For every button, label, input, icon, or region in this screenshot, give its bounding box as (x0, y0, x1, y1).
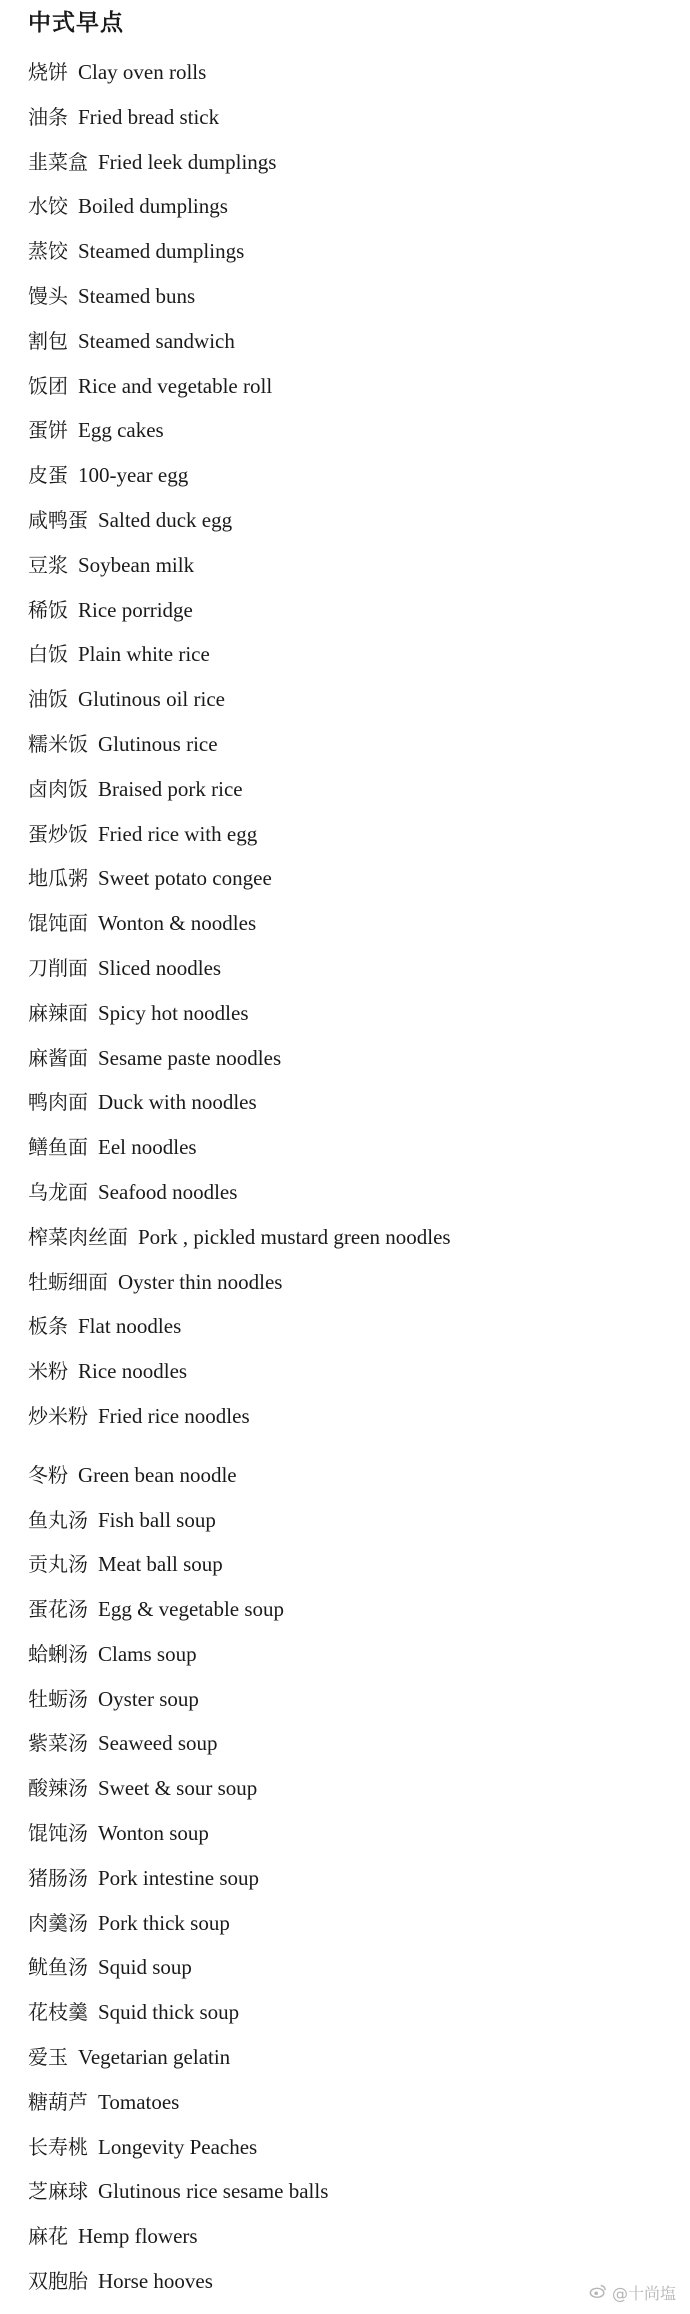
menu-item-chinese: 蛤蜊汤 (28, 1641, 88, 1666)
menu-item (28, 140, 451, 185)
menu-item (28, 1453, 451, 1498)
menu-item-english: Egg & vegetable soup (98, 1597, 285, 1622)
menu-item (28, 1721, 451, 1766)
menu-item-chinese: 肉羹汤 (28, 1910, 88, 1935)
menu-item-chinese: 馄饨汤 (28, 1821, 88, 1846)
menu-item (28, 588, 451, 633)
menu-item-english: Glutinous oil rice (78, 687, 225, 712)
menu-item-chinese: 麻花 (28, 2224, 68, 2249)
menu-item-english: Spicy hot noodles (98, 1000, 249, 1025)
menu-item-english: Longevity Peaches (98, 2134, 258, 2159)
menu-item-english: Hemp flowers (78, 2224, 198, 2249)
menu-item (28, 319, 451, 364)
menu-item-chinese: 榨菜肉丝面 (28, 1224, 128, 1249)
menu-item-english: Plain white rice (78, 642, 210, 667)
menu-item-chinese: 蛋花汤 (28, 1597, 88, 1622)
menu-item (28, 1856, 451, 1901)
menu-item-english: Rice porridge (78, 597, 193, 622)
menu-item-chinese: 烧饼 (28, 60, 68, 84)
menu-item-english: Rice and vegetable roll (78, 373, 273, 398)
menu-item-english: Pork thick soup (98, 1910, 230, 1935)
menu-item-english: Duck with noodles (98, 1090, 257, 1115)
menu-item (28, 2214, 451, 2259)
menu-item-english: Horse hooves (98, 2269, 213, 2294)
menu-item-chinese: 麻酱面 (28, 1045, 88, 1070)
menu-item-english: Salted duck egg (98, 507, 233, 532)
menu-item-english: Pork , pickled mustard green noodles (138, 1224, 451, 1249)
menu-item (28, 498, 451, 543)
menu-item-english: Oyster soup (98, 1686, 199, 1711)
menu-item (28, 1170, 451, 1215)
menu-item (28, 1677, 451, 1722)
weibo-icon (589, 2282, 607, 2304)
menu-list (28, 50, 451, 2304)
menu-item-english: Boiled dumplings (78, 194, 228, 219)
menu-item-chinese: 炒米粉 (28, 1403, 88, 1428)
menu-item-english: Seafood noodles (98, 1179, 238, 1204)
menu-item-chinese: 紫菜汤 (28, 1731, 88, 1756)
menu-item-chinese: 蛋饼 (28, 418, 68, 443)
menu-item-english: Sesame paste noodles (98, 1045, 282, 1070)
menu-item-chinese: 蒸饺 (28, 239, 68, 264)
menu-item (28, 95, 451, 140)
menu-item-chinese: 双胞胎 (28, 2269, 88, 2294)
menu-item (28, 2169, 451, 2214)
menu-item-chinese: 鱿鱼汤 (28, 1955, 88, 1980)
menu-item-chinese: 鳝鱼面 (28, 1135, 88, 1160)
menu-item-english: Sliced noodles (98, 955, 222, 980)
menu-item-english: Seaweed soup (98, 1731, 218, 1756)
menu-item-chinese: 油条 (28, 104, 68, 129)
menu-item-english: Squid soup (98, 1955, 192, 1980)
menu-item-chinese: 饭团 (28, 373, 68, 398)
menu-item-english: Pork intestine soup (98, 1865, 259, 1890)
menu-item-english: Oyster thin noodles (118, 1269, 283, 1294)
menu-item-english: Steamed dumplings (78, 239, 245, 264)
menu-item (28, 1990, 451, 2035)
menu-item-chinese: 刀削面 (28, 955, 88, 980)
menu-item (28, 767, 451, 812)
menu-item-english: Fried bread stick (78, 104, 220, 129)
menu-item (28, 184, 451, 229)
menu-item-chinese: 爱玉 (28, 2045, 68, 2070)
menu-item (28, 722, 451, 767)
menu-item-english: Sweet & sour soup (98, 1776, 258, 1801)
menu-item (28, 856, 451, 901)
menu-item-english: Eel noodles (98, 1135, 197, 1160)
menu-item-chinese: 白饭 (28, 642, 68, 667)
menu-item-chinese: 皮蛋 (28, 463, 68, 488)
menu-item (28, 2080, 451, 2125)
menu-item (28, 632, 451, 677)
menu-item-chinese: 酸辣汤 (28, 1776, 88, 1801)
menu-item-chinese: 油饭 (28, 687, 68, 712)
menu-item (28, 1215, 451, 1260)
menu-item-chinese: 麻辣面 (28, 1000, 88, 1025)
menu-item (28, 1632, 451, 1677)
menu-item-chinese: 咸鸭蛋 (28, 507, 88, 532)
watermark (589, 2281, 676, 2304)
menu-item-english: Soybean milk (78, 552, 195, 577)
menu-item (28, 2035, 451, 2080)
menu-item (28, 1260, 451, 1305)
page-title: 中式早点 (28, 10, 124, 36)
menu-item (28, 1080, 451, 1125)
menu-item (28, 812, 451, 857)
menu-item (28, 453, 451, 498)
menu-item-chinese: 贡丸汤 (28, 1552, 88, 1577)
menu-item (28, 1498, 451, 1543)
menu-item-chinese: 乌龙面 (28, 1179, 88, 1204)
menu-item-chinese: 板条 (28, 1314, 68, 1339)
menu-item-english: Green bean noodle (78, 1462, 237, 1487)
menu-item (28, 274, 451, 319)
menu-item-chinese: 长寿桃 (28, 2134, 88, 2159)
menu-item-english: Meat ball soup (98, 1552, 223, 1577)
menu-item (28, 1901, 451, 1946)
menu-item-chinese: 豆浆 (28, 552, 68, 577)
menu-item (28, 1542, 451, 1587)
menu-item-chinese: 冬粉 (28, 1462, 68, 1487)
menu-item-english: Glutinous rice sesame balls (98, 2179, 329, 2204)
menu-item (28, 1394, 451, 1439)
menu-item-english: Fried leek dumplings (98, 149, 277, 174)
menu-item-chinese: 馒头 (28, 283, 68, 308)
menu-item (28, 1587, 451, 1632)
menu-item-chinese: 地瓜粥 (28, 866, 88, 891)
menu-item-chinese: 花枝羹 (28, 2000, 88, 2025)
menu-item-english: Steamed buns (78, 283, 196, 308)
menu-item (28, 1945, 451, 1990)
menu-item-chinese: 鱼丸汤 (28, 1507, 88, 1532)
menu-item-chinese: 芝麻球 (28, 2179, 88, 2204)
menu-item-chinese: 稀饭 (28, 597, 68, 622)
menu-item-chinese: 糯米饭 (28, 731, 88, 756)
menu-item-english: Squid thick soup (98, 2000, 240, 2025)
menu-item-english: Flat noodles (78, 1314, 182, 1339)
menu-item-english: Wonton soup (98, 1821, 209, 1846)
menu-item (28, 901, 451, 946)
menu-item-english: Wonton & noodles (98, 911, 257, 936)
menu-item-chinese: 水饺 (28, 194, 68, 219)
menu-item-english: Fish ball soup (98, 1507, 216, 1532)
menu-item-chinese: 割包 (28, 328, 68, 353)
menu-item-english: Egg cakes (78, 418, 164, 443)
menu-item (28, 1811, 451, 1856)
menu-item (28, 1304, 451, 1349)
menu-item-english: Clay oven rolls (78, 60, 207, 84)
menu-item-english: Rice noodles (78, 1359, 188, 1384)
menu-item-english: Vegetarian gelatin (78, 2045, 231, 2070)
menu-item (28, 2259, 451, 2304)
menu-item-chinese: 蛋炒饭 (28, 821, 88, 846)
menu-item-chinese: 牡蛎汤 (28, 1686, 88, 1711)
menu-item (28, 1349, 451, 1394)
menu-item-chinese: 韭菜盒 (28, 149, 88, 174)
menu-item (28, 408, 451, 453)
menu-item-chinese: 鸭肉面 (28, 1090, 88, 1115)
menu-item-chinese: 糖葫芦 (28, 2089, 88, 2114)
menu-item-english: Tomatoes (98, 2089, 180, 2114)
menu-item (28, 1766, 451, 1811)
menu-item-english: Fried rice noodles (98, 1403, 250, 1428)
menu-item (28, 364, 451, 409)
menu-item-english: Steamed sandwich (78, 328, 235, 353)
menu-item (28, 946, 451, 991)
menu-item (28, 543, 451, 588)
menu-item-english: Fried rice with egg (98, 821, 258, 846)
menu-item (28, 229, 451, 274)
menu-item (28, 1036, 451, 1081)
menu-item-english: Sweet potato congee (98, 866, 272, 891)
menu-item-english: Clams soup (98, 1641, 197, 1666)
menu-item-chinese: 卤肉饭 (28, 776, 88, 801)
menu-item-chinese: 馄饨面 (28, 911, 88, 936)
watermark-text: @十尚塩 (611, 2284, 676, 2303)
menu-item (28, 2125, 451, 2170)
menu-item (28, 1125, 451, 1170)
menu-item (28, 50, 451, 95)
menu-item-english: 100-year egg (78, 463, 189, 488)
menu-item (28, 677, 451, 722)
menu-item-chinese: 牡蛎细面 (28, 1269, 108, 1294)
menu-item (28, 991, 451, 1036)
menu-item-english: Braised pork rice (98, 776, 243, 801)
menu-item-english: Glutinous rice (98, 731, 218, 756)
menu-item-chinese: 猪肠汤 (28, 1865, 88, 1890)
menu-item-chinese: 米粉 (28, 1359, 68, 1384)
